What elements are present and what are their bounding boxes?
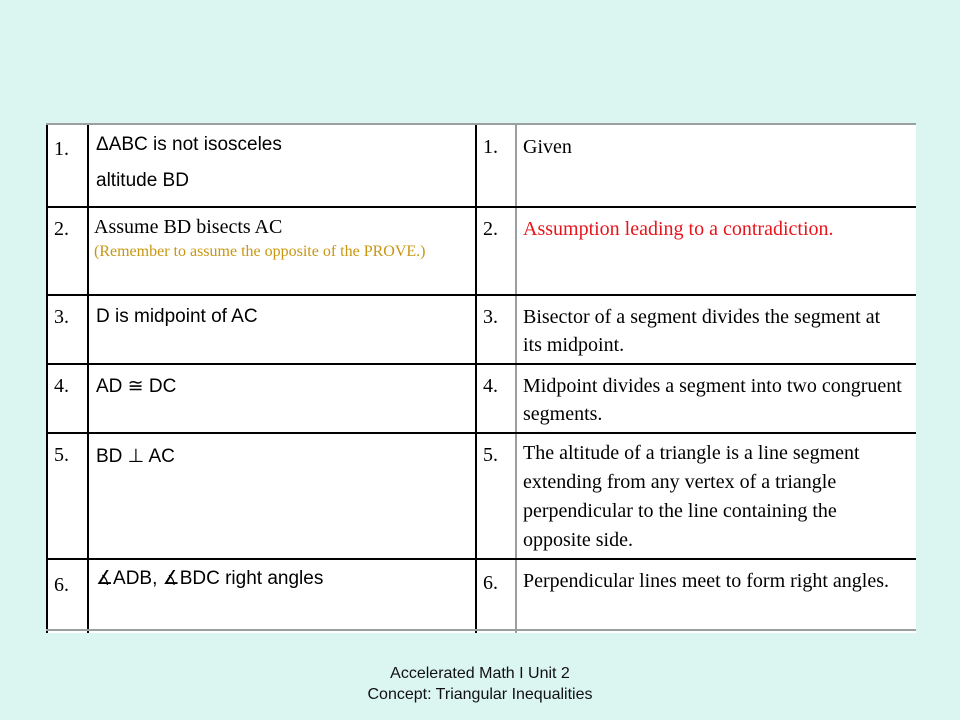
row-divider <box>46 206 916 208</box>
proof-table <box>46 123 916 633</box>
row-divider <box>46 432 916 434</box>
statement-note: (Remember to assume the opposite of the PROVE.) <box>94 243 426 260</box>
statement-line: altitude BD <box>96 170 189 191</box>
row-divider <box>46 558 916 560</box>
row-divider <box>46 294 916 296</box>
statement-3: D is midpoint of AC <box>96 306 258 327</box>
column-divider <box>87 123 89 633</box>
step-number: 3. <box>54 306 69 328</box>
reason-number: 5. <box>483 444 498 466</box>
reason-number: 4. <box>483 375 498 397</box>
reason-4: Midpoint divides a segment into two congruent segments. <box>523 375 902 425</box>
reason-6: Perpendicular lines meet to form right angles. <box>523 570 890 592</box>
reason-3: Bisector of a segment divides the segment at its midpoint. <box>523 306 881 356</box>
reason-2: Assumption leading to a contradiction. <box>523 218 834 240</box>
statement-main: Assume BD bisects AC <box>94 216 283 238</box>
row-divider <box>46 629 916 631</box>
column-divider <box>475 123 477 633</box>
table-border-left <box>46 123 48 633</box>
statement-6: ∡ADB, ∡BDC right angles <box>96 568 324 589</box>
step-number: 6. <box>54 574 69 596</box>
statement-4: AD ≅ DC <box>96 376 177 397</box>
column-divider <box>515 123 517 633</box>
reason-1: Given <box>523 136 572 158</box>
row-divider <box>46 123 916 125</box>
statement-1 <box>96 131 282 195</box>
reason-number: 6. <box>483 572 498 594</box>
reason-number: 1. <box>483 136 498 158</box>
step-number: 5. <box>54 444 69 466</box>
step-number: 2. <box>54 218 69 240</box>
reason-number: 2. <box>483 218 498 240</box>
reason-number: 3. <box>483 306 498 328</box>
footer-line-1: Accelerated Math I Unit 2 <box>390 665 570 682</box>
statement-2 <box>94 213 464 263</box>
statement-5: BD ⊥ AC <box>96 446 175 467</box>
reason-5: The altitude of a triangle is a line segment extending from any vertex of a triangle perpendicular to the line containing the opposite side. <box>523 442 860 551</box>
statement-line: ΔABC is not isosceles <box>96 134 282 155</box>
row-divider <box>46 363 916 365</box>
step-number: 1. <box>54 138 69 160</box>
step-number: 4. <box>54 375 69 397</box>
footer-line-2: Concept: Triangular Inequalities <box>367 686 593 703</box>
